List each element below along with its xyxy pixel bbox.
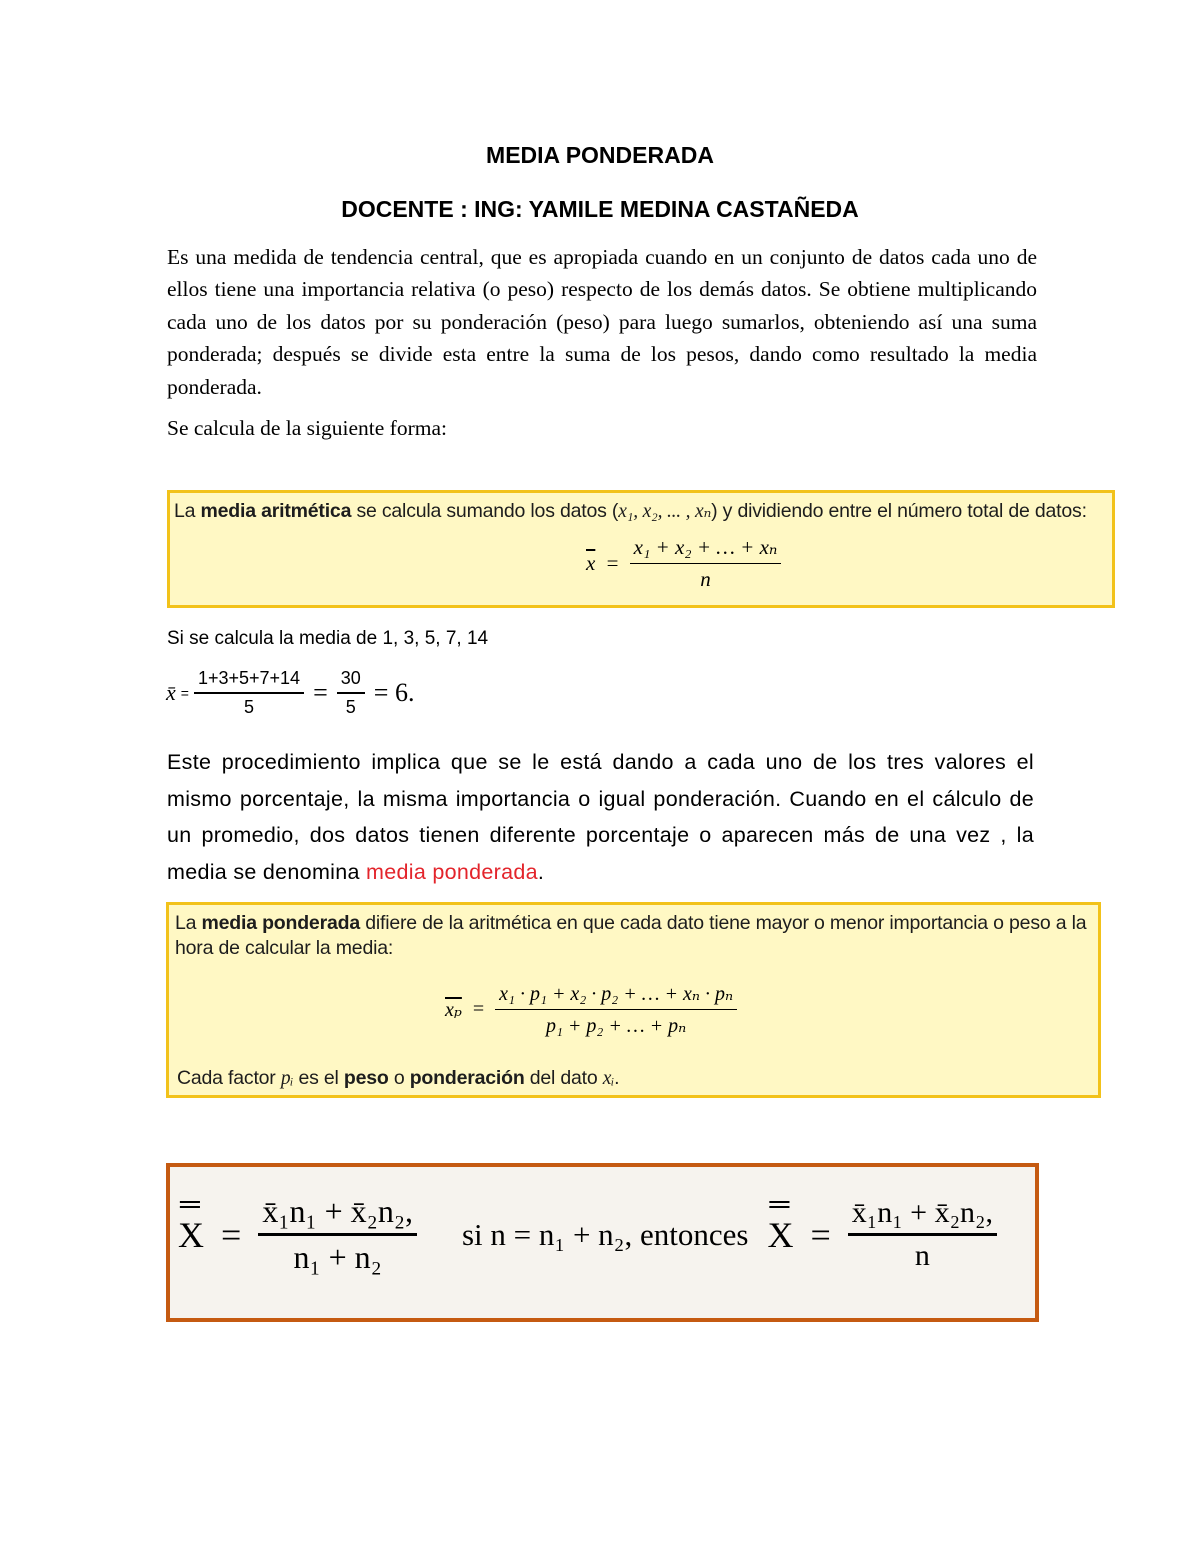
footer-text-c: o	[393, 1067, 405, 1089]
footer-text-e: .	[614, 1067, 620, 1089]
calc-lhs: x̄	[166, 680, 176, 705]
weighted-formula-numerator: x₁ · p₁ + x₂ · p₂ + … + xₙ · pₙ	[495, 981, 737, 1010]
weighted-formula-equals: =	[472, 998, 485, 1020]
example-statement: Si se calcula la media de 1, 3, 5, 7, 14	[167, 628, 489, 649]
calc-numerator-2: 30	[337, 668, 365, 694]
formula-lhs: $\overline{x}$	[586, 551, 596, 575]
combined-lhs2-letter: X	[767, 1214, 794, 1255]
arithmetic-mean-definition	[174, 499, 1087, 523]
weighted-term: media ponderada	[201, 912, 360, 934]
definition-term: media aritmética	[200, 500, 352, 522]
double-bar-mark-2: ═	[769, 1188, 790, 1220]
calc-equals: =	[180, 685, 189, 701]
footer-pi: pᵢ	[280, 1068, 294, 1089]
definition-lead: La	[174, 500, 196, 522]
footer-xi: xᵢ	[602, 1068, 615, 1089]
combined-equals: =	[221, 1214, 242, 1255]
footer-text-a: Cada factor	[177, 1067, 276, 1089]
weighted-text: difiere de la aritmética en que cada dato tiene mayor o menor importancia o peso a la hora de calcular la media:	[175, 912, 1087, 959]
weighted-lead: La	[175, 912, 197, 934]
combined-numerator-2: x̄₁n₁ + x̄₂n₂,	[848, 1196, 997, 1236]
arithmetic-mean-box	[167, 490, 1115, 608]
calc-fraction-1	[194, 668, 304, 718]
combined-lhs-letter: X	[178, 1214, 204, 1255]
calc-denominator-1: 5	[244, 697, 255, 717]
weighted-mean-definition	[175, 911, 1095, 961]
formula-equals: =	[606, 551, 619, 575]
footer-bold-peso: peso	[343, 1067, 389, 1089]
weighted-mean-box	[166, 902, 1101, 1098]
formula-numerator: x₁ + x₂ + … + xₙ	[630, 535, 782, 564]
weighted-formula-denominator: p₁ + p₂ + … + pₙ	[545, 1015, 687, 1037]
calc-intro: Se calcula de la siguiente forma:	[167, 416, 447, 440]
calc-fraction-2	[337, 668, 365, 718]
weighted-formula-lhs: $\overline{x_p}$	[445, 999, 462, 1021]
explanation-paragraph	[167, 744, 1034, 890]
definition-vars: x₁, x₂, ... , xₙ	[618, 501, 712, 522]
calc-equals-2: =	[313, 678, 328, 707]
definition-text-end: ) y dividiendo entre el número total de datos:	[711, 500, 1087, 522]
weighted-mean-formula	[445, 981, 737, 1038]
formula-fraction	[630, 535, 782, 592]
combined-equals-2: =	[810, 1214, 831, 1255]
footer-text-d: del dato	[529, 1067, 598, 1089]
calc-result: = 6.	[373, 678, 415, 707]
calc-numerator-1: 1+3+5+7+14	[194, 668, 304, 694]
footer-bold-ponderacion: ponderación	[409, 1067, 525, 1089]
intro-paragraph: Es una medida de tendencia central, que es apropiada cuando en un conjunto de datos cada uno de ellos tiene una importancia relativa (o peso) respecto de los demás datos. Se obtiene multiplicando cada uno de los datos por su ponderación (peso) para luego sumarlos, obteniendo así una suma ponderada; después se divide esta entre la suma de los pesos, dando como resultado la media ponderada.	[167, 245, 1037, 399]
combined-fraction-2	[848, 1196, 997, 1273]
combined-mean-box	[166, 1163, 1039, 1322]
combined-numerator-1: x̄₁n₁ + x̄₂n₂,	[258, 1193, 417, 1236]
combined-mean-formula	[178, 1188, 997, 1276]
combined-denominator-1: n₁ + n₂	[293, 1239, 382, 1275]
combined-fraction-1	[258, 1193, 417, 1276]
combined-denominator-2: n	[914, 1239, 930, 1272]
combined-lhs	[178, 1188, 213, 1255]
arithmetic-mean-formula	[586, 535, 781, 592]
docente-line: DOCENTE : ING: YAMILE MEDINA CASTAÑEDA	[341, 196, 859, 222]
explanation-highlight: media ponderada	[366, 859, 538, 884]
combined-condition: si n = n₁ + n₂, entonces	[461, 1216, 749, 1252]
calc-denominator-2: 5	[345, 697, 356, 717]
footer-text-b: es el	[298, 1067, 339, 1089]
weighted-formula-fraction	[495, 981, 737, 1038]
weighted-mean-footer	[177, 1067, 619, 1090]
combined-lhs-2	[767, 1188, 802, 1255]
formula-denominator: n	[700, 567, 711, 591]
explanation-end: .	[537, 859, 545, 884]
example-calculation	[166, 668, 414, 718]
double-bar-mark: ═	[180, 1188, 200, 1220]
definition-text: se calcula sumando los datos (	[356, 500, 619, 522]
page-title: MEDIA PONDERADA	[486, 142, 714, 168]
explanation-text: Este procedimiento implica que se le está dando a cada uno de los tres valores el mismo porcentaje, la misma importancia o igual ponderación. Cuando en el cálculo de un promedio, dos datos tienen diferente porcentaje o aparecen más de una vez , la media se denomina	[167, 750, 1034, 884]
